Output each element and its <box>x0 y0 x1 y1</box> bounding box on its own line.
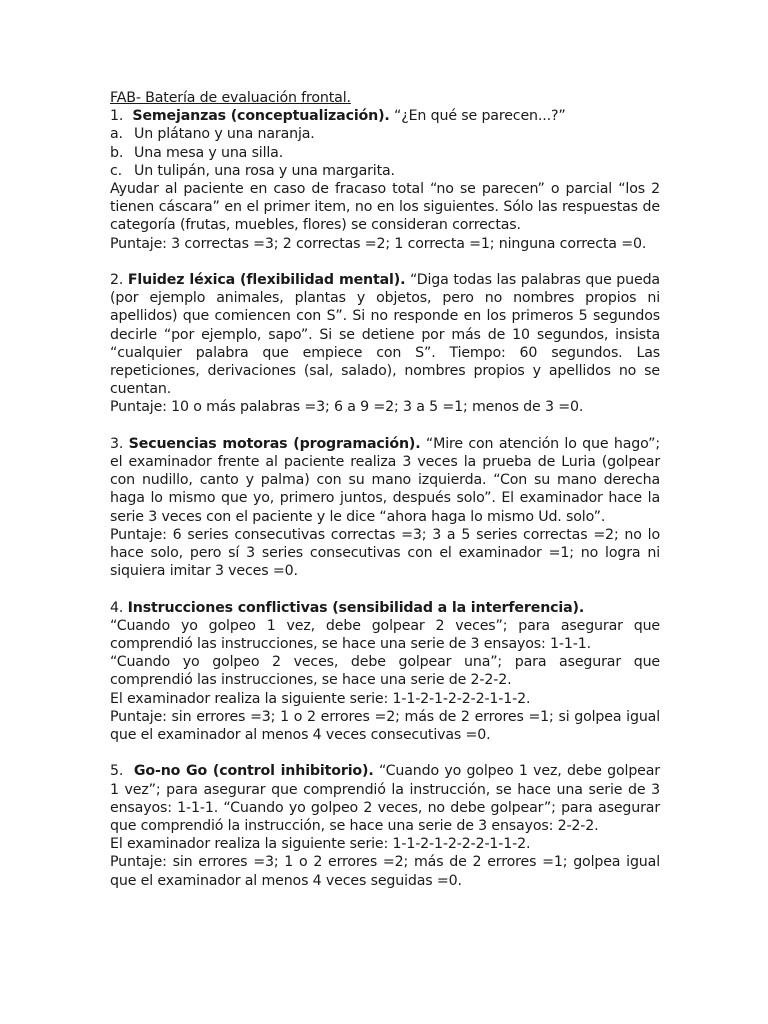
section-1-number: 1. <box>110 108 124 125</box>
section-4-score: Puntaje: sin errores =3; 1 o 2 errores =2; más de 2 errores =1; si golpea igual que el examinador al menos 4 veces consecutivas =0. <box>110 708 660 744</box>
section-1 <box>110 107 660 253</box>
section-3 <box>110 435 660 581</box>
section-5-body: 5. Go-no Go (control inhibitorio). “Cuando yo golpeo 1 vez, debe golpear 1 vez”; para asegurar que comprendió la instrucción, se hace una serie de 3 ensayos: 1-1-1. “Cuando yo golpeo 2 veces, no debe golpear”; para asegurar que comprendió la instrucción, se hace una serie de 3 ensayos: 2-2-2. <box>110 763 660 835</box>
paragraph-gap <box>110 253 660 271</box>
section-5-series: El examinador realiza la siguiente serie: 1-1-2-1-2-2-2-1-1-2. <box>110 836 531 853</box>
section-1-help: Ayudar al paciente en caso de fracaso total “no se parecen” o parcial “los 2 tienen cáscara” en el primer item, no en los siguientes. Sólo las respuestas de categoría (frutas, muebles, flores) se consideran correctas. <box>110 181 660 234</box>
section-4-heading: Instrucciones conflictivas (sensibilidad a la interferencia). <box>127 599 585 616</box>
section-2-heading: Fluidez léxica (flexibilidad mental). <box>127 272 406 289</box>
section-5-heading: Go-no Go (control inhibitorio). <box>133 763 374 780</box>
section-3-score: Puntaje: 6 series consecutivas correctas =3; 3 a 5 series correctas =2; no lo hace solo, pero sí 3 series consecutivas con el examinador =1; no logra ni siquiera imitar 3 veces =0. <box>110 526 660 580</box>
section-2-body: 2. Fluidez léxica (flexibilidad mental). “Diga todas las palabras que pueda (por ejemplo animales, plantas y objetos, pero no nombres propios ni apellidos) que comiencen con S”. Si no responde en los primeros 5 segundos decirle “por ejemplo, sapo”. Si se detiene por más de 10 segundos, insista “cualquier palabra que empiece con S”. Tiempo: 60 segundos. Las repeticiones, derivaciones (sal, salado), nombres propios y apellidos no se cuentan. <box>110 272 660 398</box>
paragraph-gap <box>110 580 660 598</box>
section-5-score: Puntaje: sin errores =3; 1 o 2 errores =2; más de 2 errores =1; golpea igual que el examinador al menos 4 veces seguidas =0. <box>110 854 660 889</box>
section-5 <box>110 762 660 889</box>
paragraph-gap <box>110 417 660 435</box>
section-4-series: El examinador realiza la siguiente serie: 1-1-2-1-2-2-2-1-1-2. <box>110 690 531 707</box>
document-page <box>110 89 660 890</box>
section-4-body-1: “Cuando yo golpeo 1 vez, debe golpear 2 veces”; para asegurar que comprendió las instrucciones, se hace una serie de 3 ensayos: 1-1-1. <box>110 617 660 653</box>
document-title: FAB- Batería de evaluación frontal. <box>110 90 351 106</box>
section-4-body-2: “Cuando yo golpeo 2 veces, debe golpear una”; para asegurar que comprendió las instrucciones, se hace una serie de 2-2-2. <box>110 654 660 689</box>
section-1-heading-line <box>110 107 660 125</box>
section-1-heading: Semejanzas (conceptualización). <box>132 108 390 125</box>
section-1-score: Puntaje: 3 correctas =3; 2 correctas =2; 1 correcta =1; ninguna correcta =0. <box>110 235 647 252</box>
list-item: b. Una mesa y una silla. <box>110 144 284 161</box>
section-2-score: Puntaje: 10 o más palabras =3; 6 a 9 =2; 3 a 5 =1; menos de 3 =0. <box>110 399 584 416</box>
list-item: c. Un tulipán, una rosa y una margarita. <box>110 162 395 179</box>
list-item: a. Un plátano y una naranja. <box>110 126 315 143</box>
section-3-heading: Secuencias motoras (programación). <box>128 435 421 452</box>
section-1-question: “¿En qué se parecen...?” <box>389 108 566 125</box>
paragraph-gap <box>110 744 660 762</box>
section-2 <box>110 271 660 417</box>
section-4 <box>110 599 660 745</box>
section-4-heading-line: 4. Instrucciones conflictivas (sensibilidad a la interferencia). <box>110 599 585 616</box>
section-3-body: 3. Secuencias motoras (programación). “Mire con atención lo que hago”; el examinador frente al paciente realiza 3 veces la prueba de Luria (golpear con nudillo, canto y palma) con su mano izquierda. “Con su mano derecha haga lo mismo que yo, primero juntos, después solo”. El examinador hace la serie 3 veces con el paciente y le dice “ahora haga lo mismo Ud. solo”. <box>110 435 660 525</box>
